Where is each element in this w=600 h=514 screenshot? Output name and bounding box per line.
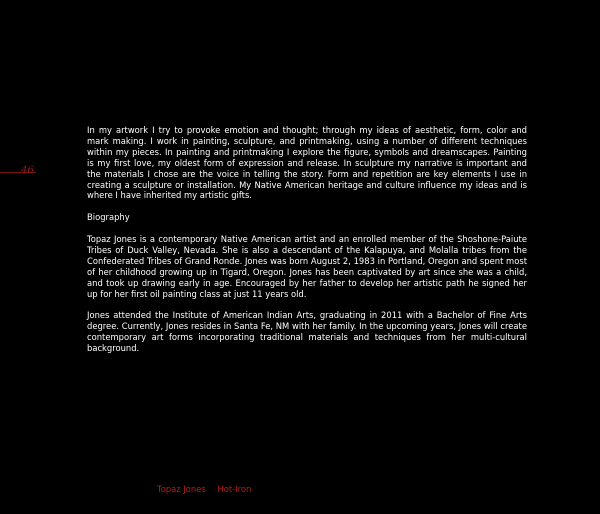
statement-paragraph: In my artwork I try to provoke emotion and thought; through my ideas of aesthetic, form, color and mark making. I work in painting, sculpture, and printmaking, using a number of different techniques within my pieces. In painting and printmaking I explore the figure, symbols and dreamscapes. Painting is my first love, my oldest form of expression and release. In sculpture my narrative is important and the materials I chose are the voice in telling the story. Form and repetition are key elements I use in creating a sculpture or installation. My Native American heritage and culture influence my ideas and is where I have inherited my artistic gifts. <box>87 125 527 201</box>
biography-paragraph: Topaz Jones is a contemporary Native American artist and an enrolled member of the Shoshone-Paiute Tribes of Duck Valley, Nevada. She is also a descendant of the Kalapuya, and Molalla tribes from the Confederated Tribes of Grand Ronde. Jones was born August 2, 1983 in Portland, Oregon and spent most of her childhood growing up in Tigard, Oregon. Jones has been captivated by art since she was a child, and took up drawing early in age. Encouraged by her father to develop her artistic path he signed her up for her first oil painting class at just 11 years old. <box>87 234 527 299</box>
artist-statement <box>87 125 527 365</box>
education-paragraph: Jones attended the Institute of American Indian Arts, graduating in 2011 with a Bachelor of Fine Arts degree. Currently, Jones resides in Santa Fe, NM with her family. In the upcoming years, Jones will create contemporary art forms incorporating traditional materials and techniques from her multi-cultural background. <box>87 310 527 354</box>
page-footer <box>157 484 260 494</box>
footer-artist-name: Topaz Jones <box>157 484 206 494</box>
biography-heading: Biography <box>87 212 130 223</box>
footer-artwork-title: Hot-Iron <box>217 484 252 494</box>
page-number: 46 <box>21 165 35 176</box>
